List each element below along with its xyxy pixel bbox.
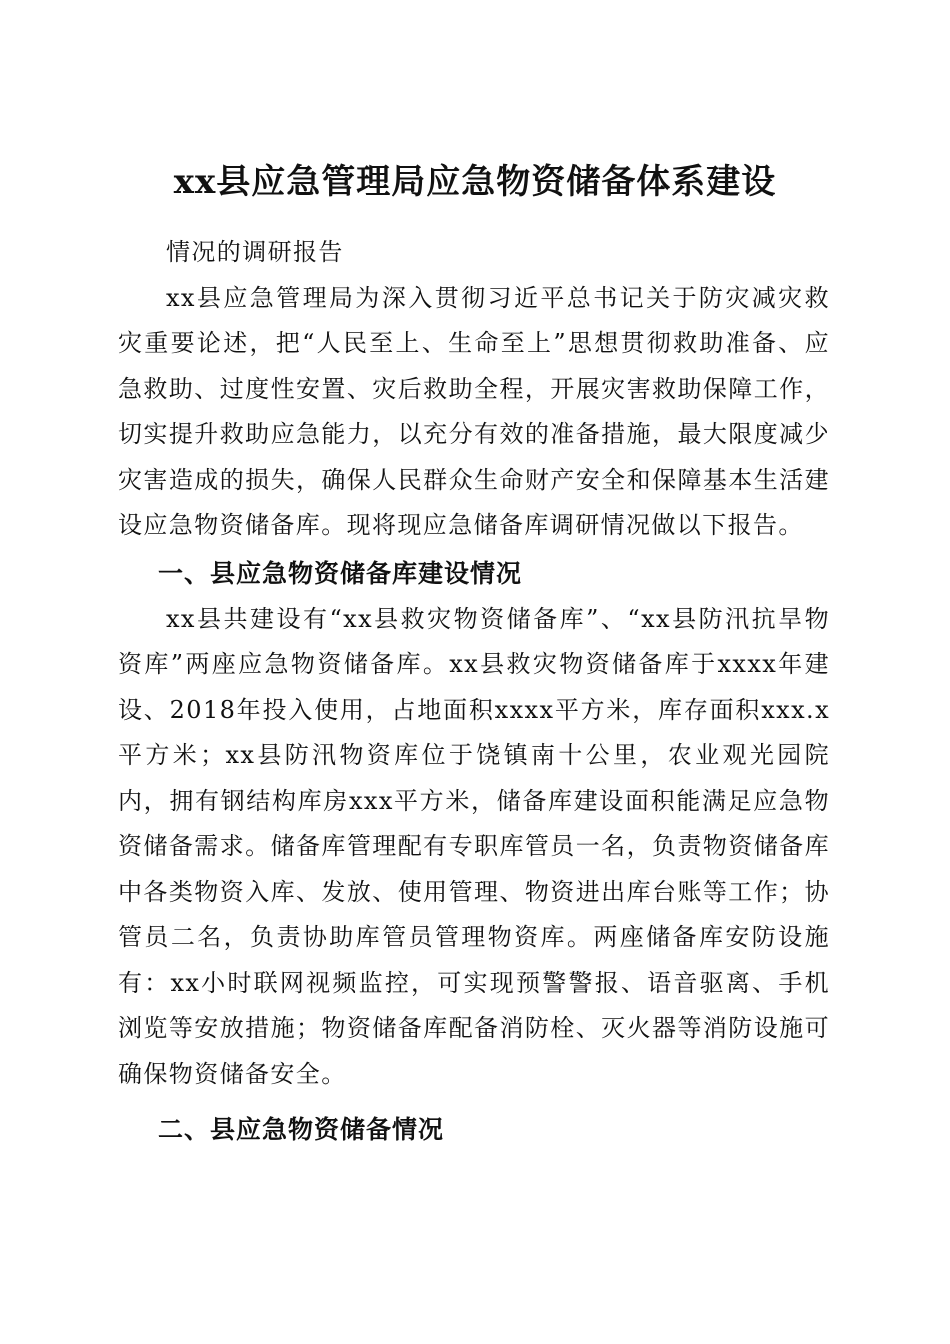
section-1-heading: 一、县应急物资储备库建设情况 xyxy=(158,558,523,588)
report-subtitle: 情况的调研报告 xyxy=(166,238,344,266)
document-body xyxy=(118,230,830,1153)
document-title: xx县应急管理局应急物资储备体系建设 xyxy=(173,161,777,202)
intro-paragraph: xx县应急管理局为深入贯彻习近平总书记关于防灾减灾救灾重要论述，把“人民至上、生命至上”思想贯彻救助准备、应急救助、过度性安置、灾后救助全程，开展灾害救助保障工作，切实提升救助应急能力，以充分有效的准备措施，最大限度减少灾害造成的损失，确保人民群众生命财产安全和保障基本生活建设应急物资储备库。现将现应急储备库调研情况做以下报告。 xyxy=(118,283,830,539)
section-1-paragraph: xx县共建设有“xx县救灾物资储备库”、“xx县防汛抗旱物资库”两座应急物资储备库。xx县救灾物资储备库于xxxx年建设、2018年投入使用，占地面积xxxx平方米，库存面积xxx.x平方米；xx县防汛物资库位于饶镇南十公里，农业观光园院内，拥有钢结构库房xxx平方米，储备库建设面积能满足应急物资储备需求。储备库管理配有专职库管员一名，负责物资储备库中各类物资入库、发放、使用管理、物资进出库台账等工作；协管员二名，负责协助库管员管理物资库。两座储备库安防设施有：xx小时联网视频监控，可实现预警警报、语音驱离、手机浏览等安放措施；物资储备库配备消防栓、灭火器等消防设施可确保物资储备安全。 xyxy=(118,604,830,1088)
section-2-heading: 二、县应急物资储备情况 xyxy=(158,1115,445,1144)
